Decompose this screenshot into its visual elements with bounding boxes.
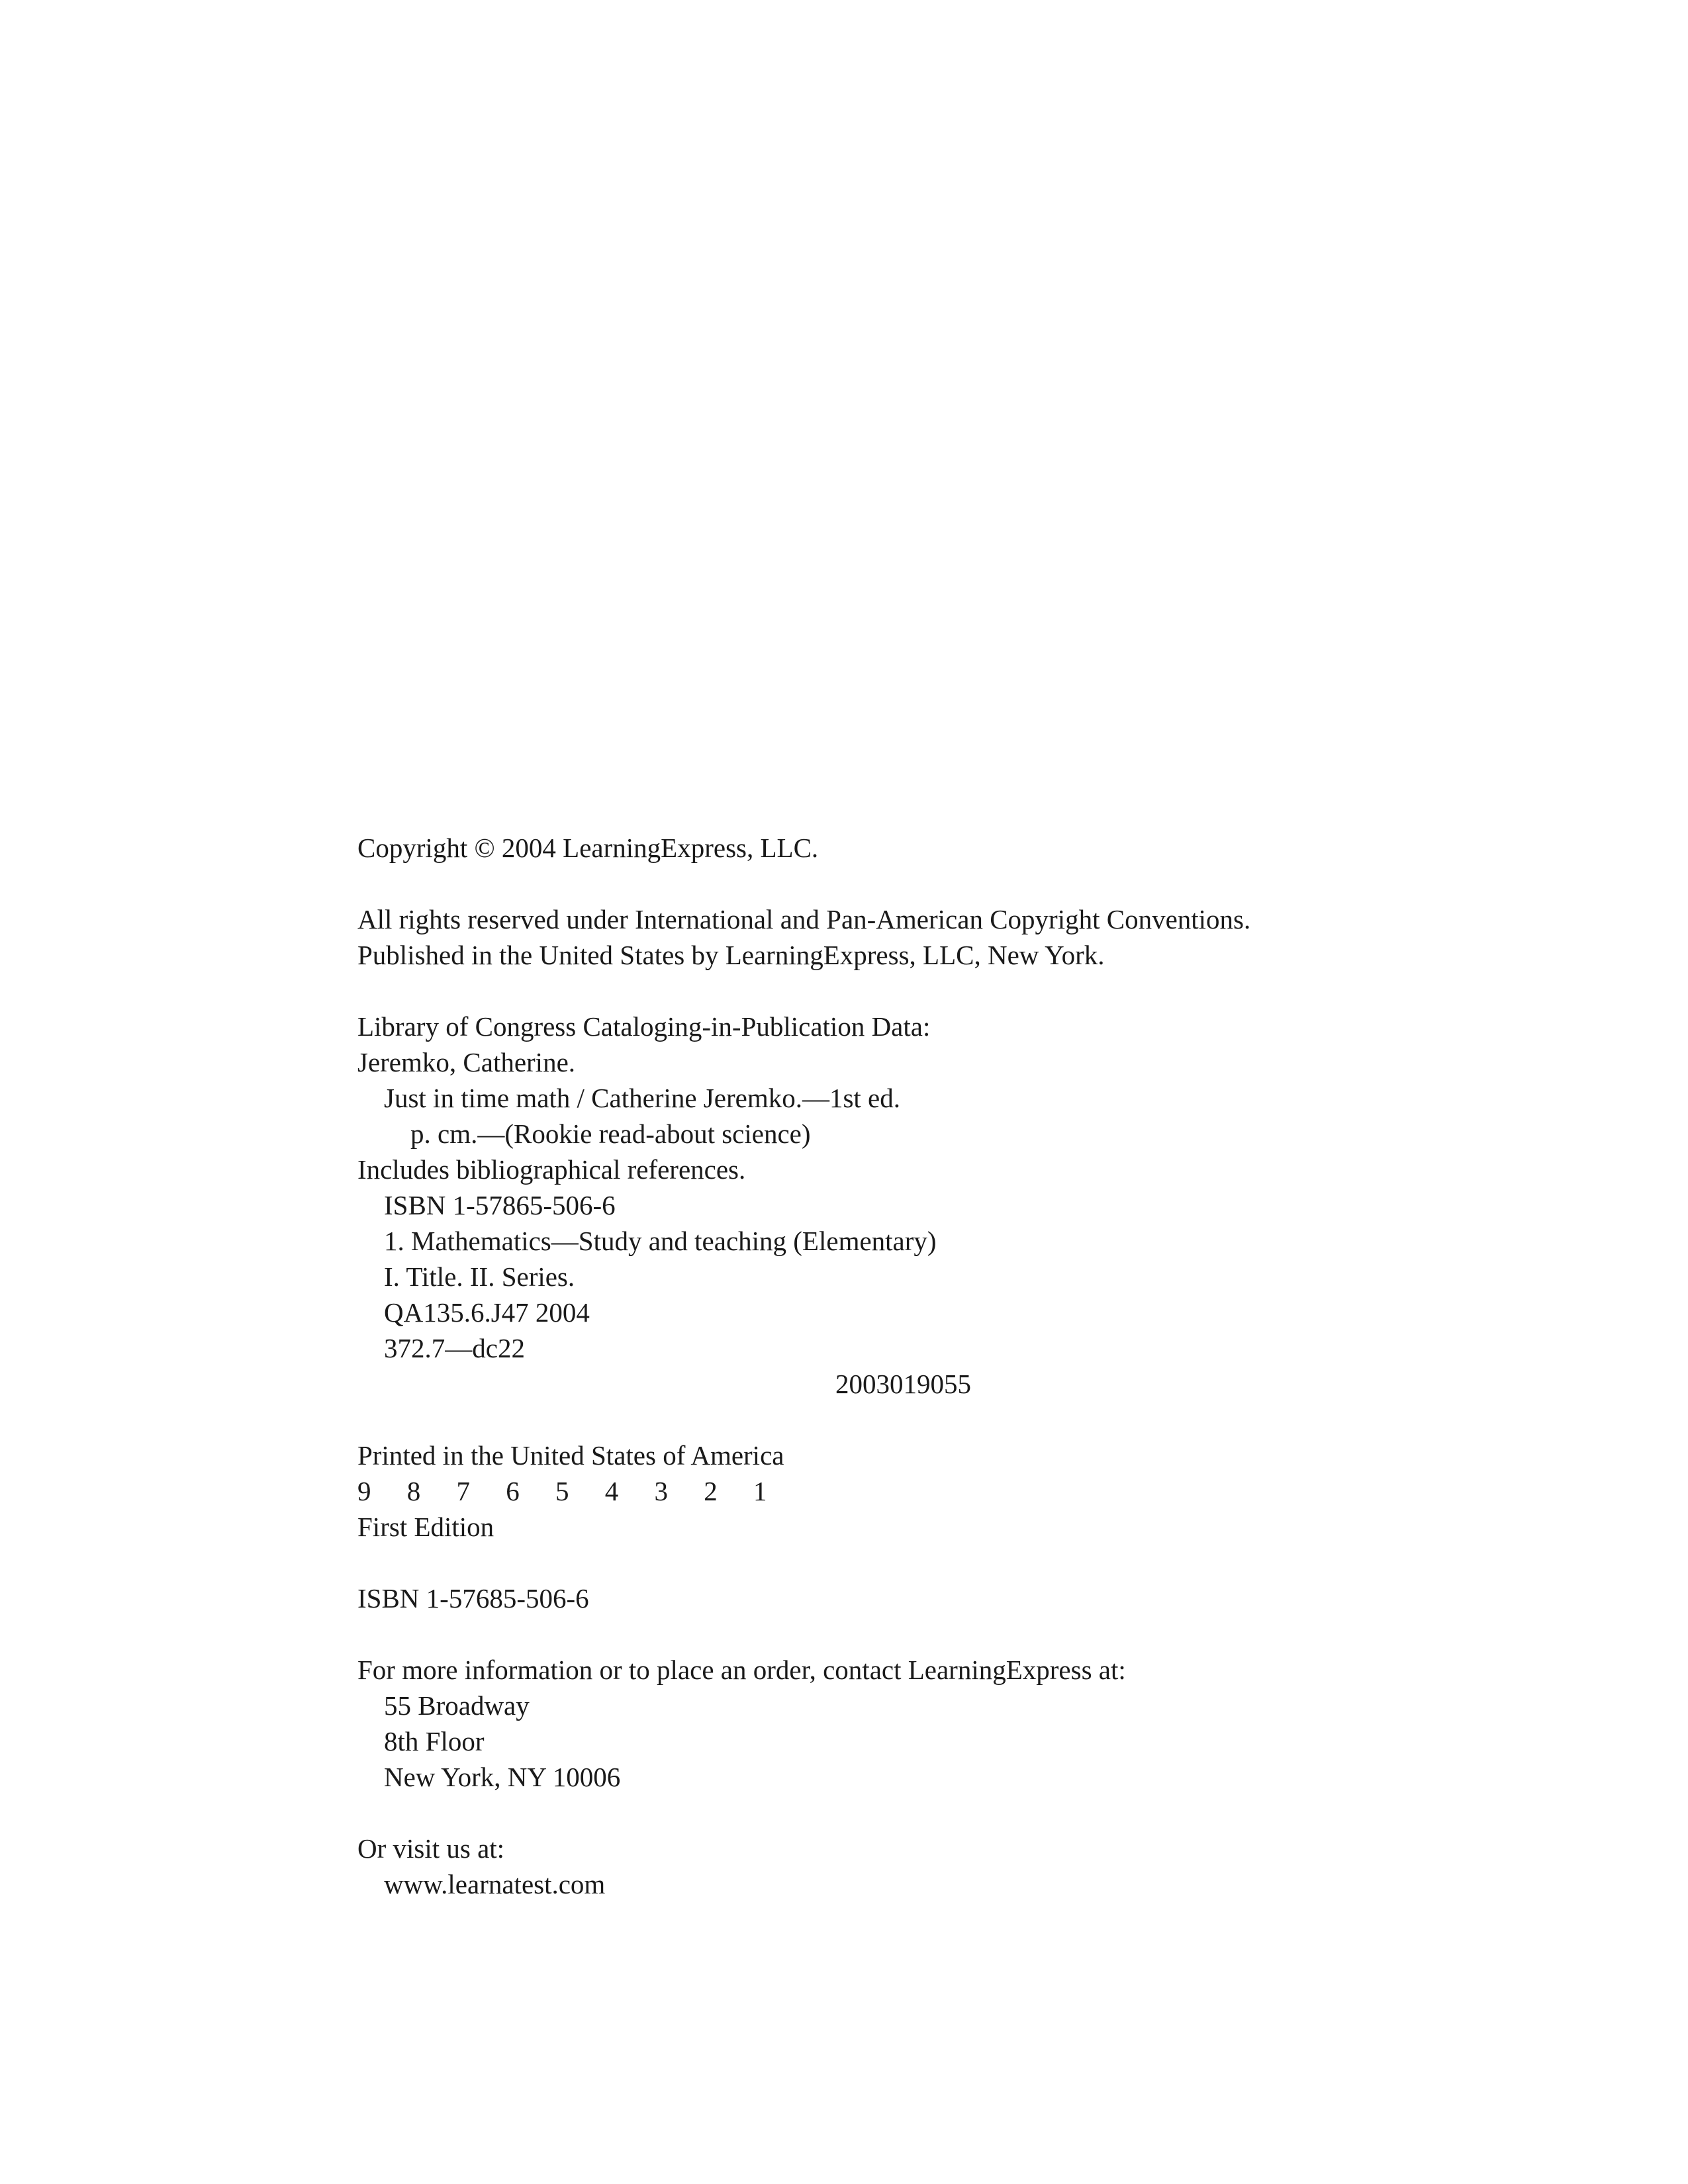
cip-heading: Library of Congress Cataloging-in-Publication Data: — [357, 1011, 931, 1042]
cip-author: Jeremko, Catherine. — [357, 1047, 576, 1077]
cip-physical: p. cm.—(Rookie read-about science) — [410, 1118, 811, 1149]
printer-number-line: 9 8 7 6 5 4 3 2 1 — [357, 1476, 782, 1506]
edition: First Edition — [357, 1512, 494, 1542]
isbn-block — [357, 1580, 1350, 1616]
address-street: 55 Broadway — [384, 1690, 530, 1721]
contact-info — [357, 1652, 1350, 1795]
website-url: www.learnatest.com — [384, 1869, 606, 1899]
isbn: ISBN 1-57685-506-6 — [357, 1583, 589, 1614]
copyright-line: Copyright © 2004 LearningExpress, LLC. — [357, 833, 819, 863]
cip-lc-class: QA135.6.J47 2004 — [384, 1297, 590, 1328]
printing-info — [357, 1437, 1350, 1545]
cip-subject: 1. Mathematics—Study and teaching (Elementary) — [384, 1226, 937, 1256]
address-floor: 8th Floor — [384, 1726, 485, 1756]
cip-lccn: 2003019055 — [835, 1369, 971, 1399]
cip-data — [357, 1009, 1350, 1402]
rights-line: All rights reserved under International and Pan-American Copyright Conventions. — [357, 904, 1251, 934]
copyright-notice — [357, 830, 1350, 866]
cip-notes: Includes bibliographical references. — [357, 1154, 746, 1185]
visit-intro: Or visit us at: — [357, 1833, 505, 1864]
contact-intro: For more information or to place an order, contact LearningExpress at: — [357, 1655, 1126, 1685]
address-city: New York, NY 10006 — [384, 1762, 621, 1792]
cip-added-entries: I. Title. II. Series. — [384, 1261, 575, 1292]
cip-isbn: ISBN 1-57865-506-6 — [384, 1190, 616, 1220]
cip-dewey: 372.7—dc22 — [384, 1333, 525, 1363]
rights-statement — [357, 901, 1350, 973]
published-line: Published in the United States by LearningExpress, LLC, New York. — [357, 940, 1105, 970]
printed-country: Printed in the United States of America — [357, 1440, 784, 1471]
visit-info — [357, 1831, 1350, 1902]
cip-title: Just in time math / Catherine Jeremko.—1st ed. — [384, 1083, 901, 1113]
